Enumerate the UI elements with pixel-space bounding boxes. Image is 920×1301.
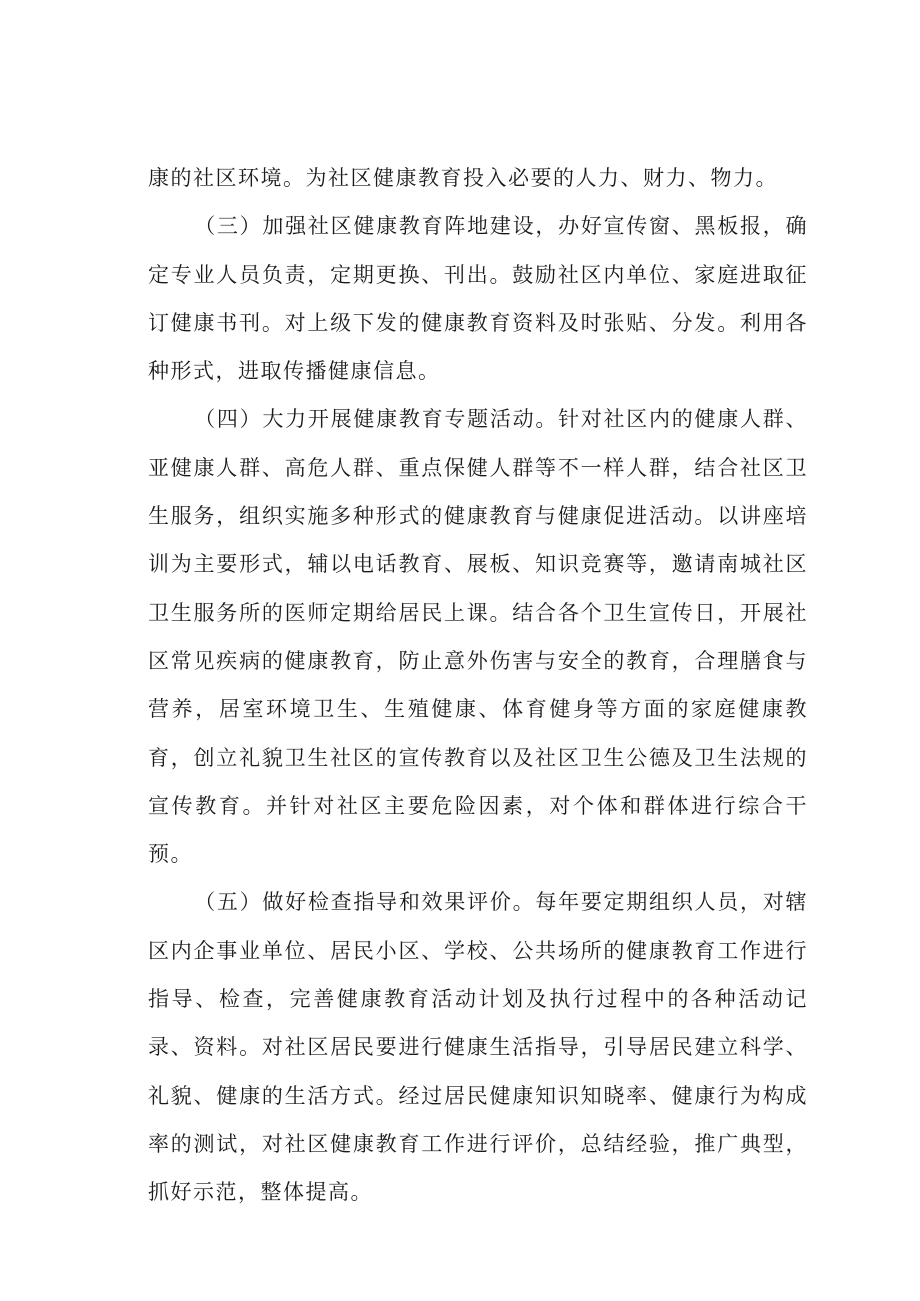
paragraph-section-5: （五）做好检查指导和效果评价。每年要定期组织人员，对辖区内企事业单位、居民小区、学校、公共场所的健康教育工作进行指导、检查，完善健康教育活动计划及执行过程中的各种活动记录、资料。对社区居民要进行健康生活指导，引导居民建立科学、礼貌、健康的生活方式。经过居民健康知识知晓率、健康行为构成率的测试，对社区健康教育工作进行评价，总结经验，推广典型，抓好示范，整体提高。 [148, 890, 808, 1205]
paragraph-section-3: （三）加强社区健康教育阵地建设，办好宣传窗、黑板报，确定专业人员负责，定期更换、刊出。鼓励社区内单位、家庭进取征订健康书刊。对上级下发的健康教育资料及时张贴、分发。利用各种形式，进取传播健康信息。 [148, 214, 808, 384]
paragraph-section-4: （四）大力开展健康教育专题活动。针对社区内的健康人群、亚健康人群、高危人群、重点保健人群等不一样人群，结合社区卫生服务，组织实施多种形式的健康教育与健康促进活动。以讲座培训为主要形式，辅以电话教育、展板、知识竞赛等，邀请南城社区卫生服务所的医师定期给居民上课。结合各个卫生宣传日，开展社区常见疾病的健康教育，防止意外伤害与安全的教育，合理膳食与营养，居室环境卫生、生殖健康、体育健身等方面的家庭健康教育，创立礼貌卫生社区的宣传教育以及社区卫生公德及卫生法规的宣传教育。并针对社区主要危险因素，对个体和群体进行综合干预。 [148, 407, 808, 867]
paragraph-continuation: 康的社区环境。为社区健康教育投入必要的人力、财力、物力。 [148, 166, 778, 190]
document-body [148, 154, 808, 1217]
